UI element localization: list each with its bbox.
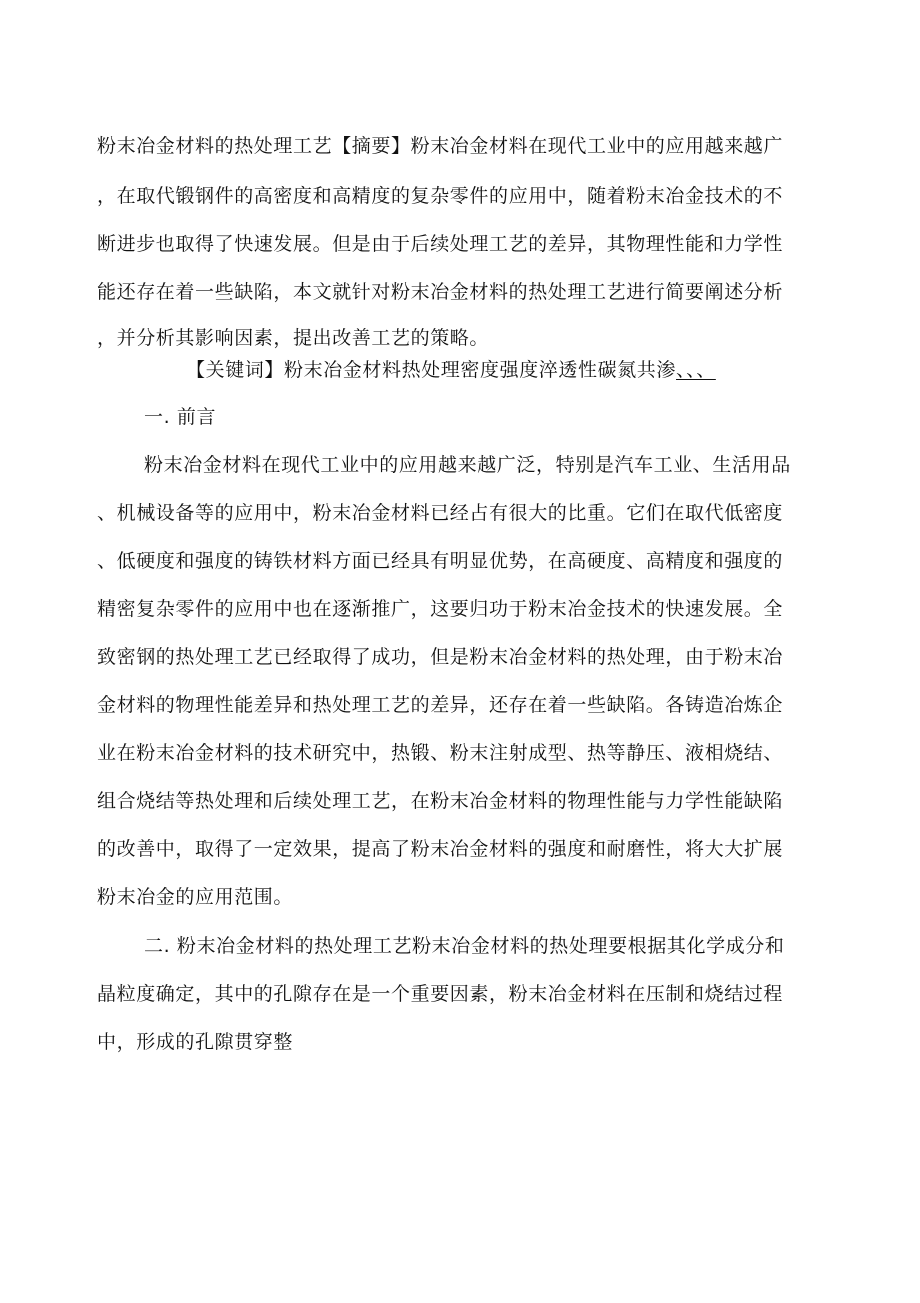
abstract-line-5: ，并分析其影响因素，提出改善工艺的策略。 xyxy=(97,327,490,349)
paragraph-line: 的改善中，取得了一定效果，提高了粉末冶金材料的强度和耐磨性，将大大扩展 xyxy=(97,838,784,860)
section2-line-1: 二. 粉末冶金材料的热处理工艺粉末冶金材料的热处理要根据其化学成分和 xyxy=(144,935,785,957)
section-heading-preface: 一. 前言 xyxy=(144,406,217,428)
paragraph-line: 、机械设备等的应用中，粉末冶金材料已经占有很大的比重。它们在取代低密度 xyxy=(97,502,784,524)
paragraph-line: 精密复杂零件的应用中也在逐渐推广，这要归功于粉末冶金技术的快速发展。全 xyxy=(97,598,784,620)
abstract-line-1: 粉末冶金材料的热处理工艺【摘要】粉末冶金材料在现代工业中的应用越来越广 xyxy=(97,135,784,157)
abstract-line-2: ，在取代锻钢件的高密度和高精度的复杂零件的应用中，随着粉末冶金技术的不 xyxy=(97,185,784,207)
section2-line-3: 中，形成的孔隙贯穿整 xyxy=(97,1031,294,1053)
paragraph-line: 业在粉末冶金材料的技术研究中，热锻、粉末注射成型、热等静压、液相烧结、 xyxy=(97,742,784,764)
abstract-line-4: 能还存在着一些缺陷，本文就针对粉末冶金材料的热处理工艺进行简要阐述分析 xyxy=(97,281,784,303)
keywords-line xyxy=(186,358,716,382)
paragraph-line: 粉末冶金材料在现代工业中的应用越来越广泛，特别是汽车工业、生活用品 xyxy=(144,454,791,476)
abstract-line-3: 断进步也取得了快速发展。但是由于后续处理工艺的差异，其物理性能和力学性 xyxy=(97,233,784,255)
keywords-text: 【关键词】粉末冶金材料热处理密度强度淬透性碳氮共渗 xyxy=(186,359,677,381)
paragraph-line: 、低硬度和强度的铸铁材料方面已经具有明显优势，在高硬度、高精度和强度的 xyxy=(97,550,784,572)
section2-line-2: 晶粒度确定，其中的孔隙存在是一个重要因素，粉末冶金材料在压制和烧结过程 xyxy=(97,983,784,1005)
paragraph-line: 粉末冶金的应用范围。 xyxy=(97,886,294,908)
paragraph-line: 致密钢的热处理工艺已经取得了成功，但是粉末冶金材料的热处理，由于粉末冶 xyxy=(97,646,784,668)
keywords-tail: 、、、 xyxy=(676,359,716,381)
paragraph-line: 组合烧结等热处理和后续处理工艺，在粉末冶金材料的物理性能与力学性能缺陷 xyxy=(97,790,784,812)
paragraph-line: 金材料的物理性能差异和热处理工艺的差异，还存在着一些缺陷。各铸造冶炼企 xyxy=(97,694,784,716)
